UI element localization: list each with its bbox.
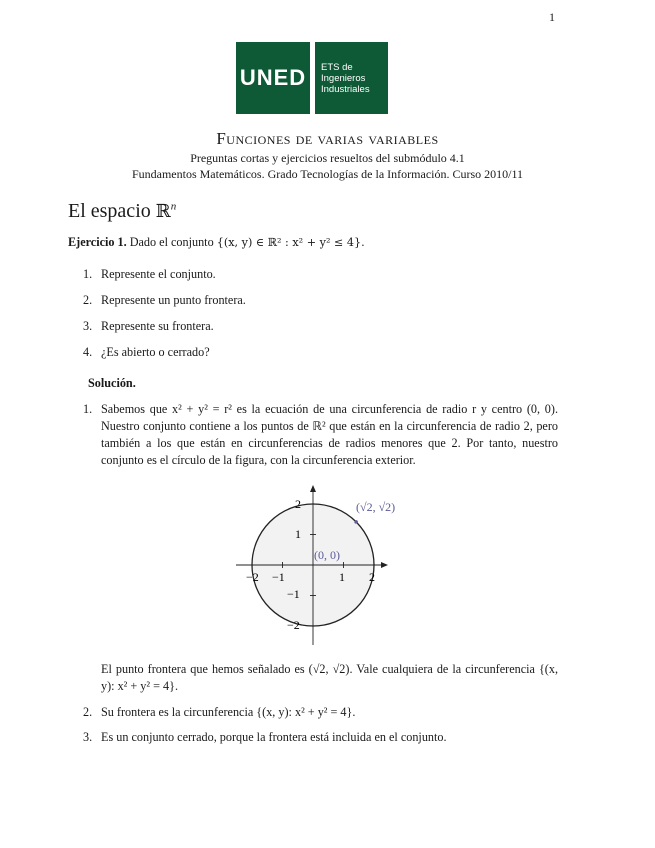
title-block xyxy=(0,129,655,182)
boundary-point-note: El punto frontera que hemos señalado es (√2, √2). Vale cualquiera de la circunferencia {(x, y): x² + y² = 4}. xyxy=(101,662,558,693)
solution-heading: Solución. xyxy=(88,376,136,390)
solution-list xyxy=(68,401,558,469)
solution-item-3 xyxy=(68,729,558,746)
solution-text: Sabemos que x² + y² = r² es la ecuación de una circunferencia de radio r y centro (0, 0). Nuestro conjunto contiene a los puntos de ℝ² que están en la circunferencia de radio 2, pero también a los que están en circunferencias de radios menores que 2. Por tanto, nuestro conjunto es el círculo de la figura, con la circunferencia exterior. xyxy=(101,402,558,467)
exercise-label: Ejercicio 1. xyxy=(68,235,127,249)
solution-item-1 xyxy=(68,401,558,469)
x-tick-label: −1 xyxy=(272,570,285,584)
question-text: ¿Es abierto o cerrado? xyxy=(101,345,210,359)
x-axis-arrow-icon xyxy=(381,562,388,568)
solution-text: Es un conjunto cerrado, porque la frontera está incluida en el conjunto. xyxy=(101,730,447,744)
document-title: Funciones de varias variables xyxy=(216,129,439,148)
y-tick-label: −1 xyxy=(287,587,300,601)
question-item xyxy=(68,318,558,335)
exercise-text: Dado el conjunto xyxy=(129,235,214,249)
figure-container xyxy=(68,477,558,653)
logo-school-text xyxy=(315,42,388,114)
exercise-statement xyxy=(68,234,558,251)
logo-line: Ingenieros xyxy=(321,72,366,84)
question-item xyxy=(68,344,558,361)
section-title-text: El espacio xyxy=(68,200,151,222)
logo-uned-text: UNED xyxy=(236,42,310,114)
y-tick-label: 2 xyxy=(295,497,301,511)
logo-line: Industriales xyxy=(321,83,370,95)
y-axis-arrow-icon xyxy=(310,485,316,492)
section-symbol: ℝ xyxy=(155,201,171,222)
boundary-point xyxy=(354,520,358,524)
exercise-set: {(x, y) ∈ ℝ² : x² + y² ≤ 4}. xyxy=(216,236,365,249)
y-tick-label: 1 xyxy=(295,527,301,541)
solution-number: 1. xyxy=(83,402,93,416)
question-list xyxy=(68,266,558,361)
question-item xyxy=(68,292,558,309)
x-tick-label: 2 xyxy=(369,570,375,584)
document-subtitle: Preguntas cortas y ejercicios resueltos del submódulo 4.1 xyxy=(190,151,465,165)
course-line: Fundamentos Matemáticos. Grado Tecnologías de la Información. Curso 2010/11 xyxy=(131,167,524,181)
question-number: 3. xyxy=(83,319,93,333)
question-text: Represente un punto frontera. xyxy=(101,293,246,307)
solution-text: Su frontera es la circunferencia {(x, y): x² + y² = 4}. xyxy=(101,705,356,719)
solution-number: 3. xyxy=(83,730,93,744)
origin-label: (0, 0) xyxy=(314,548,340,562)
main-content xyxy=(68,234,558,754)
solution-number: 2. xyxy=(83,705,93,719)
x-tick-label: −2 xyxy=(246,570,259,584)
x-tick-label: 1 xyxy=(339,570,345,584)
solution-item-2 xyxy=(68,704,558,721)
boundary-point-label: (√2, √2) xyxy=(356,500,396,514)
uned-logo xyxy=(236,42,388,114)
y-tick-label: −2 xyxy=(287,618,300,632)
logo-line: ETS de xyxy=(321,61,353,73)
question-text: Represente el conjunto. xyxy=(101,267,216,281)
question-number: 4. xyxy=(83,345,93,359)
section-heading xyxy=(68,200,176,223)
question-text: Represente su frontera. xyxy=(101,319,214,333)
section-exponent: n xyxy=(170,200,177,213)
disk-figure xyxy=(228,477,398,653)
question-number: 1. xyxy=(83,267,93,281)
question-number: 2. xyxy=(83,293,93,307)
page-number: 1 xyxy=(549,10,555,24)
solution-list-continued xyxy=(68,704,558,746)
question-item xyxy=(68,266,558,283)
